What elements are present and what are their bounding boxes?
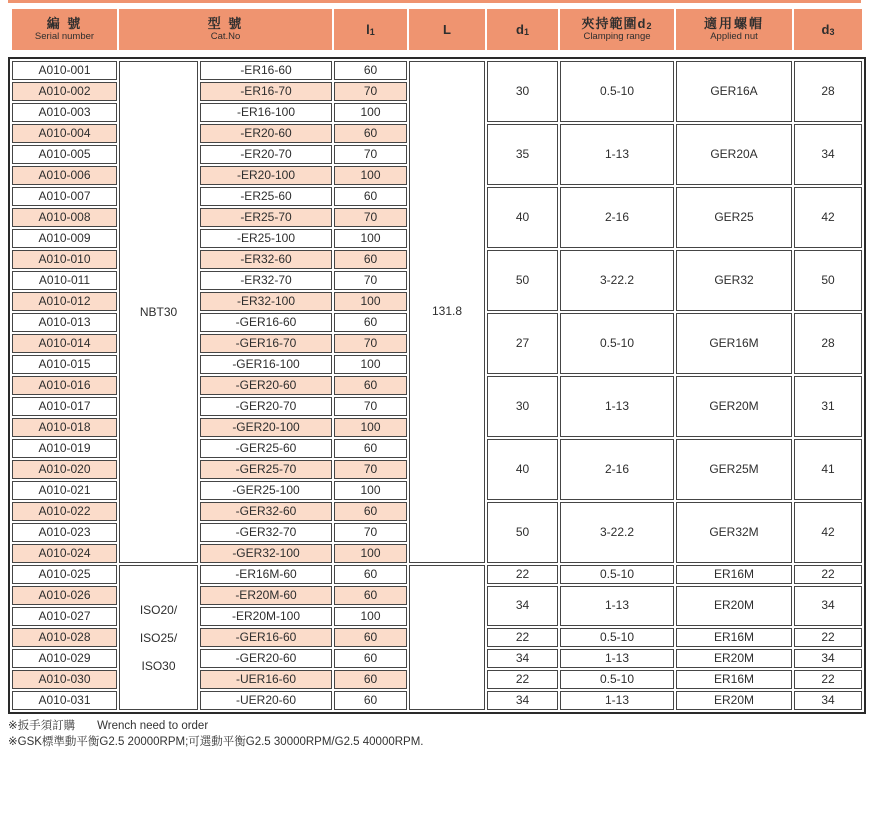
cell-d3: 34 bbox=[794, 586, 862, 626]
cell-serial-number: A010-021 bbox=[12, 481, 117, 500]
cell-l1: 60 bbox=[334, 691, 407, 710]
cell-l1: 60 bbox=[334, 376, 407, 395]
cell-serial-number: A010-014 bbox=[12, 334, 117, 353]
cell-d2: 2-16 bbox=[560, 439, 674, 500]
cell-serial-number: A010-019 bbox=[12, 439, 117, 458]
cell-model: -ER20-60 bbox=[200, 124, 332, 143]
cell-model: -GER32-100 bbox=[200, 544, 332, 563]
cell-l1: 60 bbox=[334, 124, 407, 143]
cell-l1: 60 bbox=[334, 649, 407, 668]
cell-d1: 30 bbox=[487, 376, 558, 437]
cell-serial-number: A010-001 bbox=[12, 61, 117, 80]
header-serial-number bbox=[12, 9, 117, 50]
cell-d2: 3-22.2 bbox=[560, 250, 674, 311]
header-d2-en: Clamping range bbox=[583, 31, 651, 43]
cell-nut: GER25M bbox=[676, 439, 792, 500]
cell-l1: 60 bbox=[334, 439, 407, 458]
cell-model: -ER20-70 bbox=[200, 145, 332, 164]
cell-model: -ER16-70 bbox=[200, 82, 332, 101]
cell-nut: GER16M bbox=[676, 313, 792, 374]
header-d1: d1 bbox=[487, 9, 558, 50]
cell-model: -GER32-60 bbox=[200, 502, 332, 521]
cell-serial-number: A010-013 bbox=[12, 313, 117, 332]
cell-serial-number: A010-028 bbox=[12, 628, 117, 647]
header-catno-en: Cat.No bbox=[210, 31, 241, 43]
cell-l1: 100 bbox=[334, 355, 407, 374]
cell-d1: 50 bbox=[487, 502, 558, 563]
cell-d1: 27 bbox=[487, 313, 558, 374]
cell-serial-number: A010-004 bbox=[12, 124, 117, 143]
cell-model: -GER20-60 bbox=[200, 376, 332, 395]
cell-d1: 40 bbox=[487, 187, 558, 248]
cell-model: -UER16-60 bbox=[200, 670, 332, 689]
cell-serial-number: A010-026 bbox=[12, 586, 117, 605]
footnotes bbox=[8, 718, 861, 750]
header-d3: d3 bbox=[794, 9, 862, 50]
cell-nut: ER20M bbox=[676, 649, 792, 668]
cell-serial-number: A010-030 bbox=[12, 670, 117, 689]
cell-serial-number: A010-020 bbox=[12, 460, 117, 479]
cell-serial-number: A010-002 bbox=[12, 82, 117, 101]
cell-d1: 50 bbox=[487, 250, 558, 311]
cell-model: -ER25-60 bbox=[200, 187, 332, 206]
cell-model: -GER32-70 bbox=[200, 523, 332, 542]
cat-group-label: NBT30 bbox=[139, 305, 178, 319]
cell-serial-number: A010-018 bbox=[12, 418, 117, 437]
cell-serial-number: A010-011 bbox=[12, 271, 117, 290]
cell-d3: 28 bbox=[794, 61, 862, 122]
cell-serial-number: A010-031 bbox=[12, 691, 117, 710]
cell-d2: 1-13 bbox=[560, 649, 674, 668]
cell-nut: ER20M bbox=[676, 586, 792, 626]
footnote-wrench-en: Wrench need to order bbox=[97, 720, 209, 732]
cell-d2: 2-16 bbox=[560, 187, 674, 248]
cell-serial-number: A010-005 bbox=[12, 145, 117, 164]
cat-group-label: ISO25/ bbox=[139, 630, 178, 645]
header-row bbox=[12, 9, 862, 50]
cell-serial-number: A010-017 bbox=[12, 397, 117, 416]
cell-serial-number: A010-024 bbox=[12, 544, 117, 563]
header-L: L bbox=[409, 9, 485, 50]
cell-l1: 100 bbox=[334, 418, 407, 437]
cell-l1: 100 bbox=[334, 481, 407, 500]
cell-serial-number: A010-008 bbox=[12, 208, 117, 227]
cell-d3: 22 bbox=[794, 565, 862, 584]
cell-serial-number: A010-016 bbox=[12, 376, 117, 395]
cell-model: -UER20-60 bbox=[200, 691, 332, 710]
cell-model: -GER25-60 bbox=[200, 439, 332, 458]
cell-d2: 0.5-10 bbox=[560, 670, 674, 689]
header-l1: l1 bbox=[334, 9, 407, 50]
cell-model: -ER32-70 bbox=[200, 271, 332, 290]
header-nut-en: Applied nut bbox=[710, 31, 758, 43]
cell-l1: 100 bbox=[334, 103, 407, 122]
header-nut-zh: 適用螺帽 bbox=[703, 15, 764, 31]
cell-l1: 60 bbox=[334, 313, 407, 332]
cell-serial-number: A010-006 bbox=[12, 166, 117, 185]
cell-l1: 70 bbox=[334, 208, 407, 227]
top-accent-strip bbox=[8, 0, 861, 3]
cell-model: -ER32-60 bbox=[200, 250, 332, 269]
cell-d1: 22 bbox=[487, 670, 558, 689]
cell-model: -GER16-100 bbox=[200, 355, 332, 374]
cell-serial-number: A010-027 bbox=[12, 607, 117, 626]
cell-l1: 60 bbox=[334, 565, 407, 584]
cell-l1: 60 bbox=[334, 502, 407, 521]
cell-d2: 0.5-10 bbox=[560, 565, 674, 584]
cell-model: -ER25-100 bbox=[200, 229, 332, 248]
cell-serial-number: A010-029 bbox=[12, 649, 117, 668]
cell-d1: 34 bbox=[487, 649, 558, 668]
cell-l1: 70 bbox=[334, 523, 407, 542]
cell-d2: 0.5-10 bbox=[560, 628, 674, 647]
cell-cat-group bbox=[119, 565, 198, 710]
cell-nut: ER20M bbox=[676, 691, 792, 710]
table-row bbox=[12, 565, 862, 584]
cell-model: -GER25-100 bbox=[200, 481, 332, 500]
cell-l1: 70 bbox=[334, 334, 407, 353]
cat-group-label: ISO20/ bbox=[139, 602, 178, 617]
cell-model: -GER20-60 bbox=[200, 649, 332, 668]
cell-d1: 40 bbox=[487, 439, 558, 500]
cell-l1: 70 bbox=[334, 397, 407, 416]
header-d2-zh: 夾持範圍d2 bbox=[581, 15, 653, 31]
cell-l1: 100 bbox=[334, 292, 407, 311]
cell-nut: GER32 bbox=[676, 250, 792, 311]
footnote-wrench bbox=[8, 718, 861, 734]
cell-d2: 1-13 bbox=[560, 376, 674, 437]
cell-l1: 100 bbox=[334, 544, 407, 563]
cell-l1: 60 bbox=[334, 187, 407, 206]
cell-nut: ER16M bbox=[676, 565, 792, 584]
cell-l1: 70 bbox=[334, 145, 407, 164]
cell-l1: 100 bbox=[334, 229, 407, 248]
cell-model: -GER20-100 bbox=[200, 418, 332, 437]
cell-d3: 41 bbox=[794, 439, 862, 500]
cell-cat-group bbox=[119, 61, 198, 563]
header-catno-zh: 型 號 bbox=[207, 15, 244, 31]
header-clamping-range bbox=[560, 9, 674, 50]
cell-serial-number: A010-003 bbox=[12, 103, 117, 122]
cell-l1: 70 bbox=[334, 460, 407, 479]
cell-model: -ER20M-100 bbox=[200, 607, 332, 626]
cell-nut: GER32M bbox=[676, 502, 792, 563]
cell-nut: ER16M bbox=[676, 628, 792, 647]
cell-serial-number: A010-023 bbox=[12, 523, 117, 542]
header-serial-zh: 編 號 bbox=[46, 15, 83, 31]
cell-d2: 1-13 bbox=[560, 586, 674, 626]
cell-serial-number: A010-015 bbox=[12, 355, 117, 374]
cell-serial-number: A010-012 bbox=[12, 292, 117, 311]
cell-serial-number: A010-007 bbox=[12, 187, 117, 206]
cell-nut: GER16A bbox=[676, 61, 792, 122]
cell-nut: GER20A bbox=[676, 124, 792, 185]
cell-d2: 1-13 bbox=[560, 124, 674, 185]
cell-nut: ER16M bbox=[676, 670, 792, 689]
header-serial-en: Serial number bbox=[34, 31, 95, 43]
table-header bbox=[10, 7, 864, 52]
cell-model: -ER16-100 bbox=[200, 103, 332, 122]
cell-d1: 34 bbox=[487, 586, 558, 626]
cell-d3: 31 bbox=[794, 376, 862, 437]
cell-d3: 50 bbox=[794, 250, 862, 311]
cell-model: -GER16-70 bbox=[200, 334, 332, 353]
cell-d3: 42 bbox=[794, 187, 862, 248]
cell-d2: 0.5-10 bbox=[560, 61, 674, 122]
cell-d3: 34 bbox=[794, 691, 862, 710]
cell-l1: 100 bbox=[334, 166, 407, 185]
footnote-balance-zh: ※GSK標準動平衡G2.5 20000RPM;可選動平衡G2.5 30000RPM/G2.5 40000RPM. bbox=[8, 736, 424, 749]
cell-d2: 3-22.2 bbox=[560, 502, 674, 563]
cell-serial-number: A010-025 bbox=[12, 565, 117, 584]
cell-d3: 42 bbox=[794, 502, 862, 563]
cell-l1: 60 bbox=[334, 628, 407, 647]
cell-model: -GER16-60 bbox=[200, 628, 332, 647]
cell-model: -ER16-60 bbox=[200, 61, 332, 80]
cell-model: -GER16-60 bbox=[200, 313, 332, 332]
footnote-wrench-zh: ※扳手須訂購 bbox=[8, 720, 76, 732]
spec-table bbox=[8, 57, 866, 714]
cell-d3: 34 bbox=[794, 649, 862, 668]
cell-model: -ER16M-60 bbox=[200, 565, 332, 584]
cat-group-label: ISO30 bbox=[141, 658, 176, 673]
cell-model: -ER32-100 bbox=[200, 292, 332, 311]
cell-nut: GER20M bbox=[676, 376, 792, 437]
cell-d3: 22 bbox=[794, 670, 862, 689]
cell-l1: 60 bbox=[334, 586, 407, 605]
cell-nut: GER25 bbox=[676, 187, 792, 248]
cell-L: 131.8 bbox=[409, 61, 485, 563]
cell-model: -ER20M-60 bbox=[200, 586, 332, 605]
cell-d1: 22 bbox=[487, 628, 558, 647]
cell-model: -ER25-70 bbox=[200, 208, 332, 227]
cell-l1: 70 bbox=[334, 82, 407, 101]
cell-l1: 60 bbox=[334, 250, 407, 269]
cell-serial-number: A010-009 bbox=[12, 229, 117, 248]
cell-d3: 28 bbox=[794, 313, 862, 374]
cell-l1: 100 bbox=[334, 607, 407, 626]
header-cat-no bbox=[119, 9, 332, 50]
cell-L bbox=[409, 565, 485, 710]
cell-l1: 60 bbox=[334, 670, 407, 689]
cell-model: -GER20-70 bbox=[200, 397, 332, 416]
header-applied-nut bbox=[676, 9, 792, 50]
footnote-balance bbox=[8, 734, 861, 750]
cell-l1: 70 bbox=[334, 271, 407, 290]
cell-d2: 1-13 bbox=[560, 691, 674, 710]
cell-serial-number: A010-010 bbox=[12, 250, 117, 269]
cell-d1: 22 bbox=[487, 565, 558, 584]
cell-model: -GER25-70 bbox=[200, 460, 332, 479]
cell-d1: 35 bbox=[487, 124, 558, 185]
cell-d3: 34 bbox=[794, 124, 862, 185]
cell-d3: 22 bbox=[794, 628, 862, 647]
cell-d2: 0.5-10 bbox=[560, 313, 674, 374]
cell-l1: 60 bbox=[334, 61, 407, 80]
cell-d1: 34 bbox=[487, 691, 558, 710]
cell-model: -ER20-100 bbox=[200, 166, 332, 185]
cell-d1: 30 bbox=[487, 61, 558, 122]
table-row bbox=[12, 61, 862, 80]
cell-serial-number: A010-022 bbox=[12, 502, 117, 521]
